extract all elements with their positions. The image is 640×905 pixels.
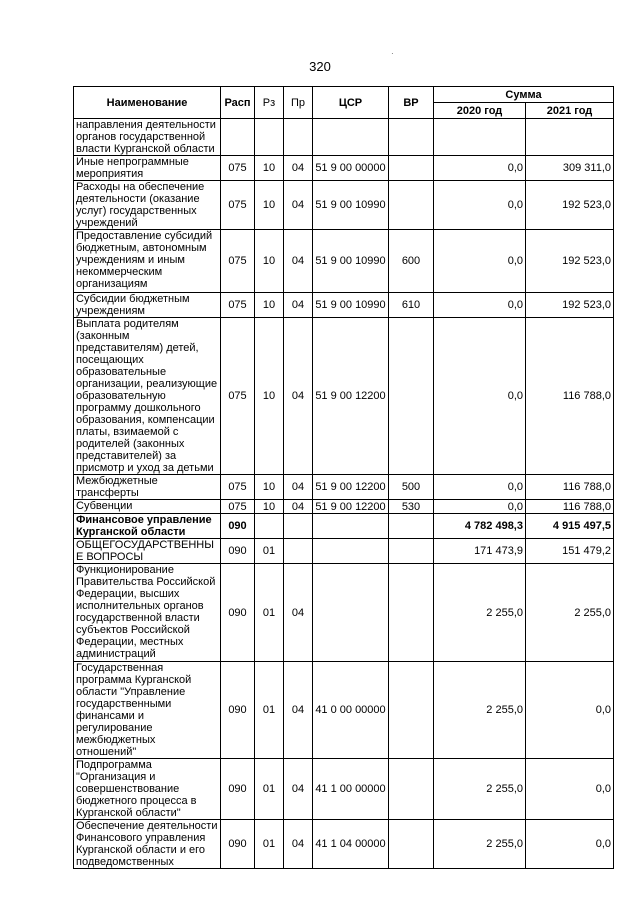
cell-rasp: 075 <box>221 156 255 181</box>
header-pr: Пр <box>284 87 313 119</box>
cell-name: Выплата родителям (законным представителям) детей, посещающих образовательные организации, реализующие образовательную программу дошкольного образования, компенсации платы, взимаемой с родителей (законных представителей) за присмотр и уход за детьми <box>74 318 221 475</box>
cell-vr <box>389 662 434 759</box>
cell-y2020: 2 255,0 <box>434 820 526 869</box>
cell-y2020: 0,0 <box>434 318 526 475</box>
cell-name: Субвенции <box>74 500 221 514</box>
cell-pr: 04 <box>284 500 313 514</box>
table-row <box>74 500 614 514</box>
cell-y2020: 0,0 <box>434 500 526 514</box>
cell-rz: 01 <box>255 820 284 869</box>
cell-rasp: 090 <box>221 514 255 539</box>
cell-vr <box>389 514 434 539</box>
cell-vr: 530 <box>389 500 434 514</box>
cell-y2020: 171 473,9 <box>434 539 526 564</box>
cell-vr <box>389 156 434 181</box>
cell-csr <box>313 564 389 662</box>
table-row <box>74 156 614 181</box>
cell-y2020: 0,0 <box>434 293 526 318</box>
cell-vr: 500 <box>389 475 434 500</box>
cell-pr: 04 <box>284 156 313 181</box>
cell-rasp: 075 <box>221 230 255 293</box>
header-vr: ВР <box>389 87 434 119</box>
table-row <box>74 293 614 318</box>
cell-y2020: 2 255,0 <box>434 564 526 662</box>
cell-y2021: 192 523,0 <box>526 230 614 293</box>
cell-rasp: 075 <box>221 181 255 230</box>
cell-rz: 10 <box>255 500 284 514</box>
cell-name: Обеспечение деятельности Финансового управления Курганской области и его подведомственных <box>74 820 221 869</box>
cell-rz: 01 <box>255 564 284 662</box>
cell-rasp: 090 <box>221 662 255 759</box>
cell-csr: 41 0 00 00000 <box>313 662 389 759</box>
cell-rz <box>255 119 284 156</box>
cell-y2021: 192 523,0 <box>526 181 614 230</box>
cell-csr: 51 9 00 12200 <box>313 500 389 514</box>
table-body <box>74 119 614 869</box>
cell-vr <box>389 318 434 475</box>
cell-name: Государственная программа Курганской области "Управление государственными финансами и регулирование межбюджетных отношений" <box>74 662 221 759</box>
cell-y2021: 192 523,0 <box>526 293 614 318</box>
cell-y2020: 2 255,0 <box>434 662 526 759</box>
cell-rasp: 075 <box>221 293 255 318</box>
cell-y2021: 0,0 <box>526 820 614 869</box>
cell-pr: 04 <box>284 564 313 662</box>
cell-pr: 04 <box>284 181 313 230</box>
cell-pr: 04 <box>284 820 313 869</box>
cell-y2021: 151 479,2 <box>526 539 614 564</box>
cell-name: Финансовое управление Курганской области <box>74 514 221 539</box>
cell-vr <box>389 820 434 869</box>
cell-rz <box>255 514 284 539</box>
cell-y2020: 0,0 <box>434 230 526 293</box>
table-row <box>74 539 614 564</box>
cell-y2021: 0,0 <box>526 662 614 759</box>
cell-vr <box>389 539 434 564</box>
header-2020: 2020 год <box>434 103 526 119</box>
cell-rz: 10 <box>255 230 284 293</box>
table-row <box>74 759 614 820</box>
table-row <box>74 230 614 293</box>
cell-rasp: 090 <box>221 564 255 662</box>
header-2021: 2021 год <box>526 103 614 119</box>
table-row <box>74 181 614 230</box>
cell-pr: 04 <box>284 662 313 759</box>
budget-table <box>73 86 614 869</box>
cell-pr: 04 <box>284 230 313 293</box>
cell-name: Субсидии бюджетным учреждениям <box>74 293 221 318</box>
cell-name: Расходы на обеспечение деятельности (оказание услуг) государственных учреждений <box>74 181 221 230</box>
page-number: 320 <box>309 59 331 74</box>
cell-y2020: 0,0 <box>434 181 526 230</box>
cell-rasp: 075 <box>221 500 255 514</box>
cell-rz: 10 <box>255 475 284 500</box>
table-row <box>74 119 614 156</box>
cell-name: Подпрограмма "Организация и совершенствование бюджетного процесса в Курганской области" <box>74 759 221 820</box>
cell-pr <box>284 119 313 156</box>
cell-y2021: 116 788,0 <box>526 318 614 475</box>
cell-y2021 <box>526 119 614 156</box>
cell-vr <box>389 119 434 156</box>
cell-rz: 10 <box>255 181 284 230</box>
cell-rasp: 090 <box>221 759 255 820</box>
cell-rz: 10 <box>255 318 284 475</box>
cell-rz: 01 <box>255 539 284 564</box>
cell-pr <box>284 539 313 564</box>
header-rz: Рз <box>255 87 284 119</box>
cell-rasp: 090 <box>221 539 255 564</box>
cell-pr: 04 <box>284 293 313 318</box>
cell-csr: 51 9 00 10990 <box>313 181 389 230</box>
cell-pr: 04 <box>284 475 313 500</box>
cell-name: Функционирование Правительства Российской Федерации, высших исполнительных органов государственной власти субъектов Российской Федерации, местных администраций <box>74 564 221 662</box>
cell-rz: 10 <box>255 293 284 318</box>
cell-y2020: 4 782 498,3 <box>434 514 526 539</box>
cell-csr: 51 9 00 12200 <box>313 475 389 500</box>
cell-pr <box>284 514 313 539</box>
cell-name: направления деятельности органов государственной власти Курганской области <box>74 119 221 156</box>
scan-mark: · <box>391 49 394 58</box>
cell-csr: 41 1 04 00000 <box>313 820 389 869</box>
cell-csr: 51 9 00 00000 <box>313 156 389 181</box>
cell-pr: 04 <box>284 759 313 820</box>
cell-rasp <box>221 119 255 156</box>
cell-vr <box>389 759 434 820</box>
cell-y2020: 2 255,0 <box>434 759 526 820</box>
cell-y2021: 0,0 <box>526 759 614 820</box>
cell-rasp: 090 <box>221 820 255 869</box>
table-row <box>74 662 614 759</box>
cell-csr <box>313 539 389 564</box>
cell-name: Межбюджетные трансферты <box>74 475 221 500</box>
header-sum: Сумма <box>434 87 614 103</box>
cell-csr <box>313 514 389 539</box>
header-name: Наименование <box>74 87 221 119</box>
table-row <box>74 475 614 500</box>
cell-y2021: 4 915 497,5 <box>526 514 614 539</box>
header-csr: ЦСР <box>313 87 389 119</box>
cell-vr: 600 <box>389 230 434 293</box>
table-row <box>74 564 614 662</box>
header-rasp: Расп <box>221 87 255 119</box>
cell-y2021: 309 311,0 <box>526 156 614 181</box>
cell-rz: 10 <box>255 156 284 181</box>
cell-vr: 610 <box>389 293 434 318</box>
cell-csr: 51 9 00 12200 <box>313 318 389 475</box>
cell-csr <box>313 119 389 156</box>
cell-rasp: 075 <box>221 475 255 500</box>
cell-csr: 51 9 00 10990 <box>313 230 389 293</box>
cell-vr <box>389 564 434 662</box>
table-row <box>74 820 614 869</box>
table-row <box>74 514 614 539</box>
cell-name: ОБЩЕГОСУДАРСТВЕННЫЕ ВОПРОСЫ <box>74 539 221 564</box>
cell-rasp: 075 <box>221 318 255 475</box>
cell-y2020: 0,0 <box>434 156 526 181</box>
cell-y2021: 116 788,0 <box>526 475 614 500</box>
cell-name: Иные непрограммные мероприятия <box>74 156 221 181</box>
cell-y2021: 2 255,0 <box>526 564 614 662</box>
cell-name: Предоставление субсидий бюджетным, автономным учреждениям и иным некоммерческим организациям <box>74 230 221 293</box>
cell-csr: 41 1 00 00000 <box>313 759 389 820</box>
cell-rz: 01 <box>255 662 284 759</box>
cell-y2020: 0,0 <box>434 475 526 500</box>
table-row <box>74 318 614 475</box>
cell-csr: 51 9 00 10990 <box>313 293 389 318</box>
cell-y2021: 116 788,0 <box>526 500 614 514</box>
cell-vr <box>389 181 434 230</box>
cell-y2020 <box>434 119 526 156</box>
cell-pr: 04 <box>284 318 313 475</box>
cell-rz: 01 <box>255 759 284 820</box>
